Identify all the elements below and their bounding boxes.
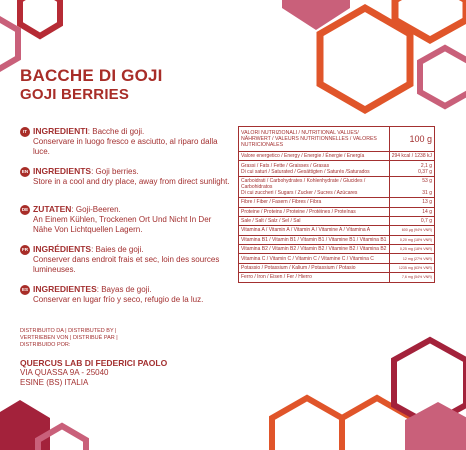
address-line: VIA QUASSA 9A - 25040 (20, 368, 109, 377)
ingredients-separator: : (96, 285, 99, 294)
hexagon-shape (395, 0, 466, 40)
hexagon-shape (38, 426, 86, 450)
nutrient-value: 7,6 mg (54% VNR) (389, 273, 434, 282)
table-row (239, 263, 435, 272)
table-row (239, 207, 435, 216)
table-row (239, 176, 435, 197)
nutrient-label: Potassio / Potassium / Kalium / Potassium / Potasio (239, 263, 390, 272)
flag-icon-de: DE (20, 205, 30, 215)
hexagon-shape (394, 340, 466, 425)
distributor-label: DISTRIBUITO DA | DISTRIBUTED BY | VERTRIEBEN VON | DISTRIBUÉ PAR | DISTRIBUIDO POR: (20, 328, 118, 348)
table-row (239, 152, 435, 161)
flag-icon-fr: FR (20, 245, 30, 255)
ingredients-text: Bayas de goji. (99, 285, 152, 294)
table-row (239, 273, 435, 282)
ingredients-heading: INGREDIENTS (33, 166, 92, 176)
nutrient-value: 13 g (389, 198, 434, 207)
nutrient-subvalue: 0,37 g (418, 168, 432, 175)
nutrient-value: 0,7 g (389, 216, 434, 225)
nutrient-subvalue: 31 g (422, 189, 432, 196)
flag-icon-en: EN (20, 167, 30, 177)
ingredients-english (20, 166, 230, 187)
table-row (239, 216, 435, 225)
nutrient-value: 294 kcal / 1238 kJ (389, 152, 434, 161)
storage-text: Store in a cool and dry place, away from direct sunlight. (33, 177, 230, 186)
ingredients-heading: INGREDIENTI (33, 126, 88, 136)
nutrient-sublabel: Di cui zuccheri / Sugars / Zucker / Sucres / Azúcares (241, 189, 358, 196)
hexagon-shape (420, 48, 466, 106)
nutrient-label: Sale / Salt / Salz / Sel / Sal (239, 216, 390, 225)
ingredients-separator: : (91, 245, 94, 254)
title-english: GOJI BERRIES (20, 86, 130, 103)
title-italian: BACCHE DI GOJI (20, 66, 163, 85)
hexagon-shape (282, 0, 350, 30)
ingredients-german (20, 204, 230, 235)
hexagon-shape (342, 398, 412, 450)
ingredients-separator: : (91, 167, 94, 176)
nutrient-value: 600 µg (94% VNR) (389, 226, 434, 235)
nutrient-label: Vitamina B2 / Vitamin B2 / Vitamin B2 / Vitamine B2 / Vitamina B2 (239, 245, 390, 254)
nutrient-label: Grassi / Fats / Fette / Graisses / Grasas (241, 162, 330, 169)
nutrition-header-value: 100 g (389, 127, 434, 152)
nutrient-label: Carboidrati / Carbohydrates / Kohlenhydrate / Glucides / Carbohidratos (241, 177, 366, 190)
ingredients-separator: : (71, 205, 74, 214)
hexagon-shape (405, 402, 466, 450)
nutrition-table (238, 126, 435, 283)
ingredients-text: Goji berries. (93, 167, 139, 176)
nutrient-value: 53 g (422, 177, 432, 184)
table-row (239, 161, 435, 176)
nutrition-header-label: VALORI NUTRIZIONALI / NUTRITIONAL VALUES/ NÄHRWERT / VALEURS NUTRITIONNELLES / VALORES NUTRICIONALES (239, 127, 390, 152)
nutrient-value: 1235 mg (63% VNR) (389, 263, 434, 272)
nutrient-value: 12 mg (27% VNR) (389, 254, 434, 263)
nutrient-value: 14 g (389, 207, 434, 216)
company-name: QUERCUS LAB DI FEDERICI PAOLO (20, 358, 168, 368)
nutrient-label: Vitamina B1 / Vitamin B1 / Vitamin B1 / Vitamine B1 / Vitamina B1 (239, 235, 390, 244)
flag-icon-es: ES (20, 285, 30, 295)
ingredients-spanish (20, 284, 230, 305)
table-row (239, 226, 435, 235)
ingredients-text: Bacche di goji. (90, 127, 145, 136)
hexagon-shape (0, 16, 18, 72)
hexagon-shape (20, 0, 60, 36)
storage-text: Conservare in luogo fresco e asciutto, al riparo dalla luce. (33, 137, 218, 156)
nutrient-value: 0,25 mg (18% VNR) (389, 245, 434, 254)
table-row (239, 254, 435, 263)
nutrition-header-row (239, 127, 435, 152)
distributor-address (20, 358, 220, 388)
nutrient-label: Valore energetico / Energy / Energie / Énergie / Energía (239, 152, 390, 161)
table-row (239, 198, 435, 207)
flag-icon-it: IT (20, 127, 30, 137)
nutrient-label: Ferro / Iron / Eisen / Fer / Hierro (239, 273, 390, 282)
storage-text: Conserver dans endroit frais et sec, loin des sources lumineuses. (33, 255, 220, 274)
ingredients-text: Goji-Beeren. (73, 205, 121, 214)
table-row (239, 235, 435, 244)
ingredients-heading: ZUTATEN (33, 204, 72, 214)
ingredients-separator: : (87, 127, 91, 136)
nutrient-label: Vitamina A / Vitamin A / Vitamin A / Vitamine A / Vitamina A (239, 226, 390, 235)
storage-text: Conservar en lugar frío y seco, refugio de la luz. (33, 295, 204, 304)
address-line: ESINE (BS) ITALIA (20, 378, 89, 387)
nutrient-value: 2,1 g (420, 162, 432, 169)
nutrient-sublabel: Di cui saturi / Saturated / Gesättigten / Saturés /Saturados (241, 168, 370, 175)
nutrient-label: Proteine / Proteins / Proteine / Protéines / Proteínas (239, 207, 390, 216)
hexagon-shape (0, 400, 50, 450)
ingredients-italian (20, 126, 230, 157)
ingredients-heading: INGRÉDIENTS (33, 244, 92, 254)
hexagon-shape (272, 398, 342, 450)
nutrient-value: 0,20 mg (18% VNR) (389, 235, 434, 244)
storage-text: An Einem Kühlen, Trockenen Ort Und Nicht In Der Nähe Von Lichtquellen Lagern. (33, 215, 212, 234)
ingredients-heading: INGREDIENTES (33, 284, 97, 294)
nutrient-label: Vitamina C / Vitamin C / Vitamin C / Vitamine C / Vitamina C (239, 254, 390, 263)
nutrient-label: Fibre / Fiber / Fasern / Fibres / Fibra (239, 198, 390, 207)
table-row (239, 245, 435, 254)
ingredients-french (20, 244, 230, 275)
hexagon-shape (320, 8, 410, 110)
ingredients-text: Baies de goji. (93, 245, 144, 254)
